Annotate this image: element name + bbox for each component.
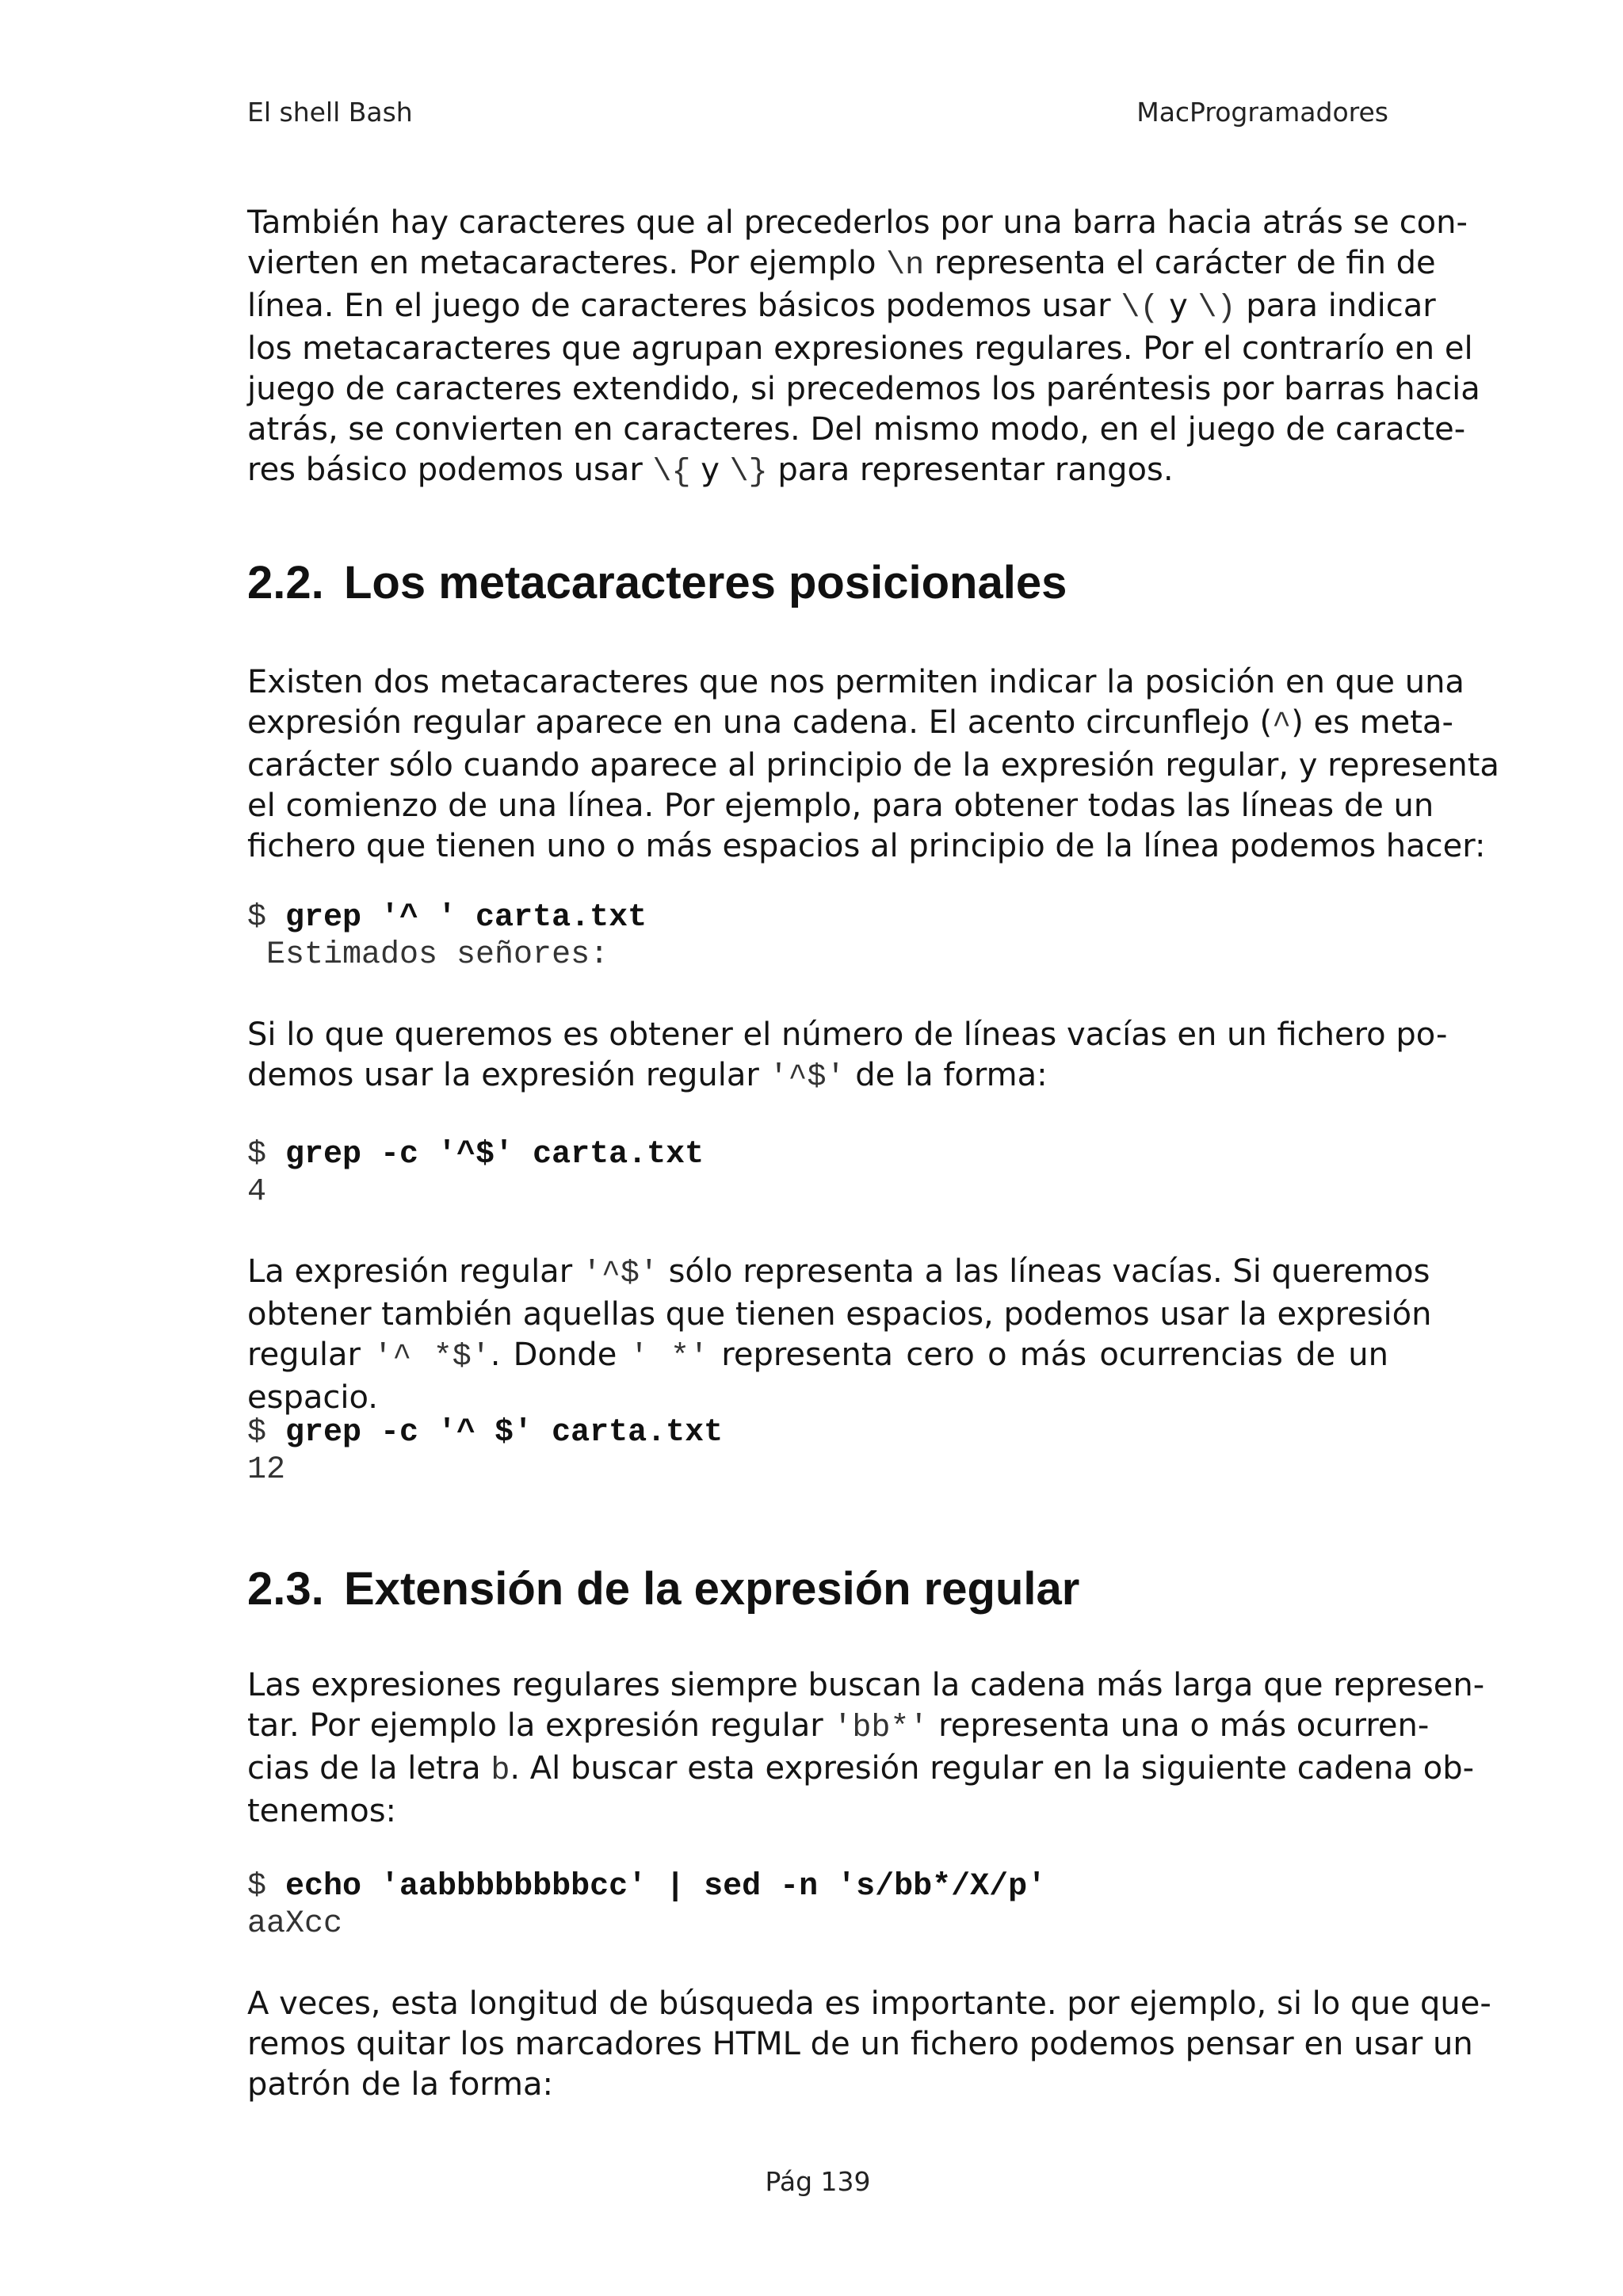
text-line: fichero que tienen uno o más espacios al principio de la línea podemos hacer: [247,828,1486,864]
text-line: línea. En el juego de caracteres básicos podemos usar \( y \) para indicar [247,288,1436,326]
code-command: grep '^ ' carta.txt [285,900,647,936]
code-output: 4 [247,1174,267,1210]
running-header-left: El shell Bash [247,97,413,128]
inline-code: b [491,1753,510,1789]
text-line: cias de la letra b. Al buscar esta expresión regular en la siguiente cadena ob- [247,1750,1475,1789]
section-22-paragraph-1 [247,662,1499,867]
inline-code: 'bb*' [833,1711,929,1746]
text-line: regular '^ *$'. Donde ' *' representa cero o más ocurrencias de un [247,1337,1389,1375]
section-23-paragraph-2 [247,1984,1491,2105]
text-line: el comienzo de una línea. Por ejemplo, para obtener todas las líneas de un [247,788,1434,824]
text-line: obtener también aquellas que tienen espacios, podemos usar la expresión [247,1296,1432,1333]
inline-code: ' *' [629,1340,709,1375]
text-line: patrón de la forma: [247,2066,553,2103]
code-command: echo 'aabbbbbbbbcc' | sed -n 's/bb*/X/p' [285,1869,1047,1905]
inline-code: \} [729,455,768,490]
intro-paragraph [247,203,1480,493]
text-line: demos usar la expresión regular '^$' de la forma: [247,1057,1048,1096]
inline-code: '^$' [769,1060,846,1096]
text-line: tenemos: [247,1793,397,1829]
section-heading: 2.2. Los metacaracteres posicionales [247,557,1067,608]
text-line: Si lo que queremos es obtener el número de líneas vacías en un fichero po- [247,1016,1448,1053]
text-line: atrás, se convierten en caracteres. Del mismo modo, en el juego de caracte- [247,411,1466,448]
inline-code: \{ [652,455,691,490]
running-header-right: MacProgramadores [1136,97,1388,128]
section-23-paragraph-1 [247,1665,1485,1832]
inline-code: \) [1197,291,1236,326]
text-line: Existen dos metacaracteres que nos permiten indicar la posición en que una [247,664,1465,700]
text-line: tar. Por ejemplo la expresión regular 'bb*' representa una o más ocurren- [247,1707,1430,1746]
inline-code: '^ *$' [373,1340,491,1375]
inline-code: \n [886,248,925,284]
code-output: Estimados señores: [247,937,609,973]
text-line: juego de caracteres extendido, si precedemos los paréntesis por barras hacia [247,371,1480,407]
page-number: Pág 139 [765,2166,871,2197]
code-block: $ grep -c '^$' carta.txt 4 [247,1137,705,1210]
section-22-paragraph-2 [247,1015,1448,1098]
inline-code: \( [1121,291,1159,326]
text-line: La expresión regular '^$' sólo representa a las líneas vacías. Si queremos [247,1253,1430,1292]
code-output: 12 [247,1452,286,1488]
text-line: A veces, esta longitud de búsqueda es importante. por ejemplo, si lo que que- [247,1985,1491,2022]
text-line: vierten en metacaracteres. Por ejemplo \n representa el carácter de fin de [247,245,1436,284]
text-line: carácter sólo cuando aparece al principio de la expresión regular, y representa [247,747,1499,784]
text-line: remos quitar los marcadores HTML de un fichero podemos pensar en usar un [247,2026,1473,2062]
code-block: $ grep -c '^ $' carta.txt 12 [247,1415,724,1488]
code-command: grep -c '^ $' carta.txt [285,1415,724,1451]
section-heading: 2.3. Extensión de la expresión regular [247,1563,1080,1615]
code-block: $ echo 'aabbbbbbbbcc' | sed -n 's/bb*/X/p' aaXcc [247,1869,1047,1942]
code-block: $ grep '^ ' carta.txt Estimados señores: [247,900,647,973]
text-line: También hay caracteres que al precederlos por una barra hacia atrás se con- [247,204,1468,241]
code-output: aaXcc [247,1906,343,1942]
text-line: expresión regular aparece en una cadena. El acento circunflejo (^) es meta- [247,704,1453,743]
text-line: res básico podemos usar \{ y \} para representar rangos. [247,452,1174,490]
text-line: los metacaracteres que agrupan expresiones regulares. Por el contrarío en el [247,330,1473,367]
code-command: grep -c '^$' carta.txt [285,1137,705,1173]
inline-code: '^$' [582,1257,659,1292]
text-line: Las expresiones regulares siempre buscan la cadena más larga que represen- [247,1667,1485,1703]
text-line: espacio. [247,1379,378,1416]
section-22-paragraph-3 [247,1252,1432,1418]
inline-code: ^ [1272,707,1292,743]
